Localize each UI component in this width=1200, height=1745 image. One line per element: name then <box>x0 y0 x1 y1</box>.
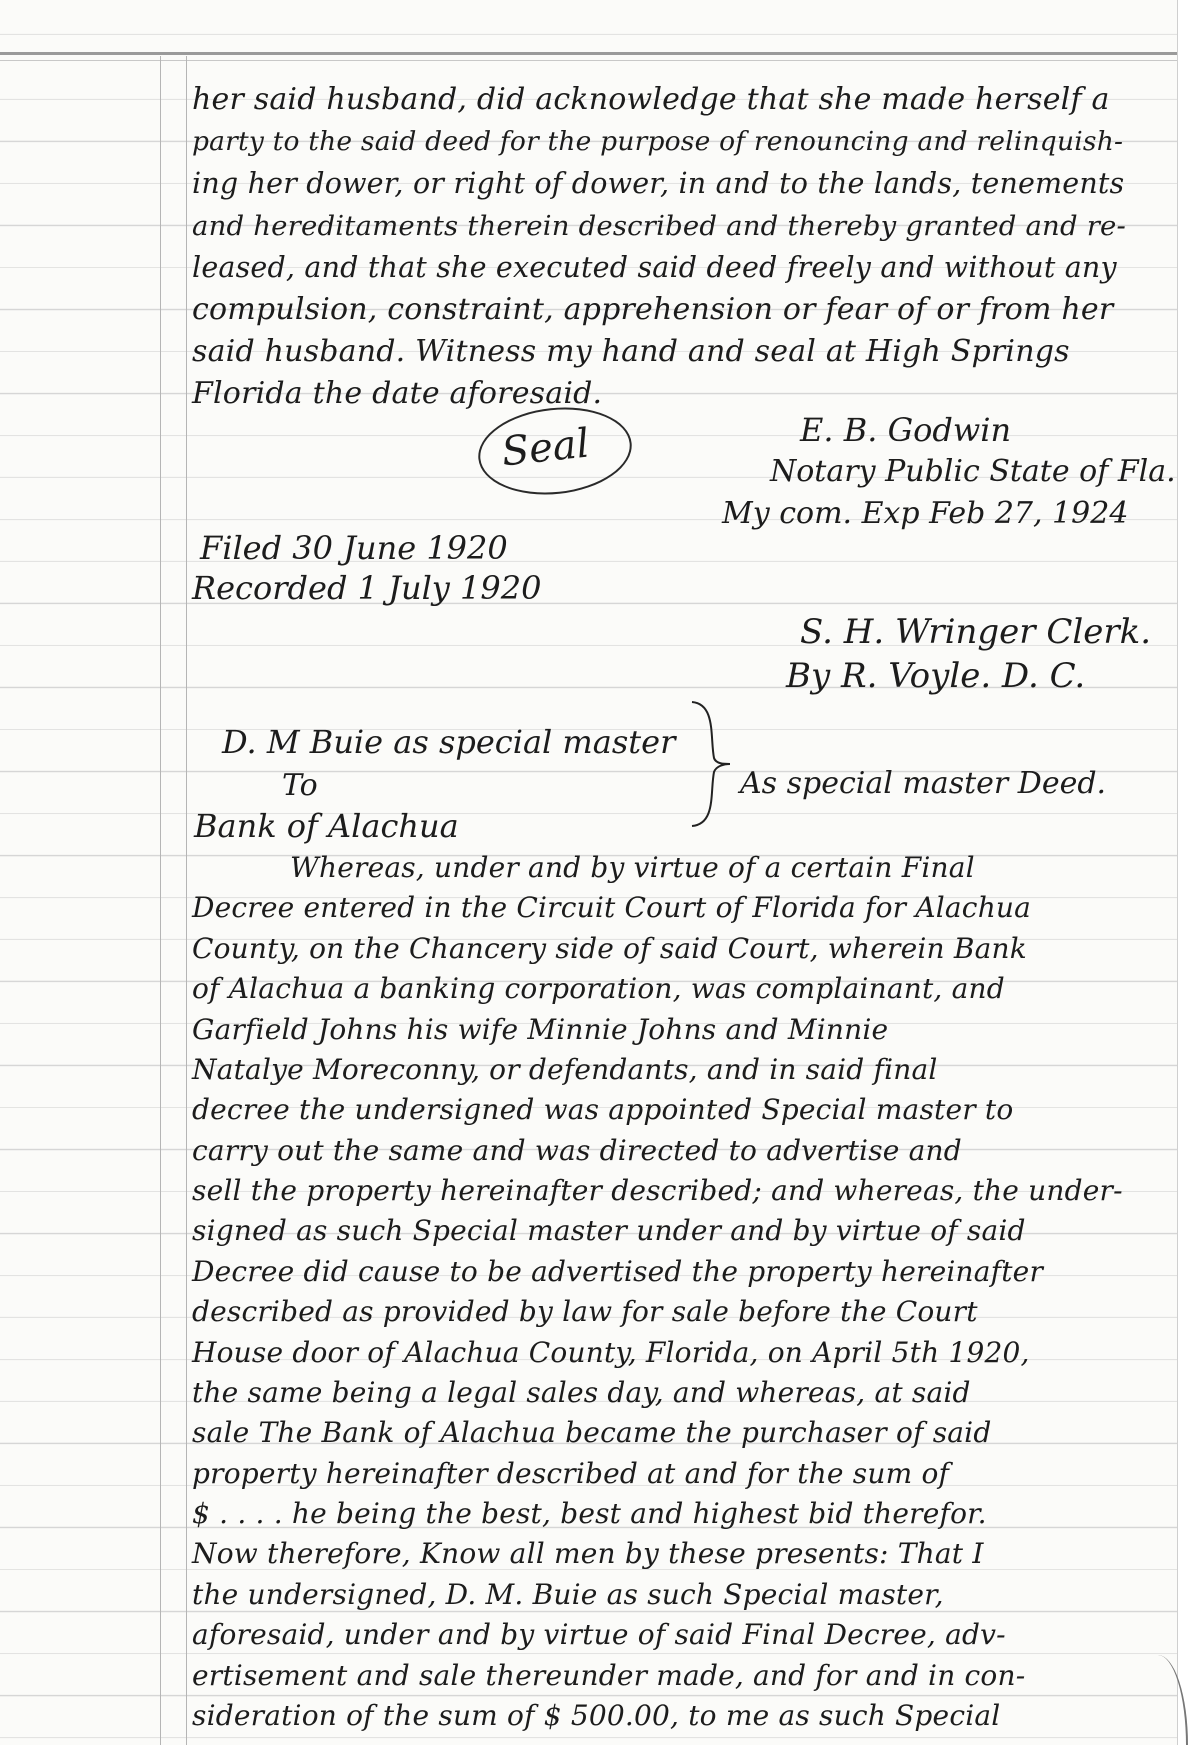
left-margin-line-inner <box>186 56 187 1745</box>
body-line: her said husband, did acknowledge that she made herself a <box>192 82 1110 117</box>
body-line: the undersigned, D. M. Buie as such Special master, <box>192 1578 944 1611</box>
body-line: decree the undersigned was appointed Special master to <box>192 1093 1014 1126</box>
body-line: Florida the date aforesaid. <box>192 376 603 411</box>
seal-text: Seal <box>499 420 592 476</box>
body-line: Garfield Johns his wife Minnie Johns and Minnie <box>192 1013 889 1046</box>
body-line: Natalye Moreconny, or defendants, and in said final <box>192 1053 938 1086</box>
clerk-name: S. H. Wringer Clerk. <box>800 612 1152 652</box>
top-rule <box>0 52 1200 55</box>
top-rule-secondary <box>0 60 1200 61</box>
body-line: $ . . . . he being the best, best and highest bid therefor. <box>192 1497 987 1530</box>
notary-seal <box>474 400 636 502</box>
body-line: Decree entered in the Circuit Court of Florida for Alachua <box>192 891 1032 924</box>
body-line: said husband. Witness my hand and seal at High Springs <box>192 334 1070 369</box>
body-line: the same being a legal sales day, and whereas, at said <box>192 1376 971 1409</box>
body-line: Decree did cause to be advertised the property hereinafter <box>192 1255 1044 1288</box>
deed-type: As special master Deed. <box>740 766 1107 801</box>
body-line-overflow: sideration of the sum of $ 500.00, to me as such Special <box>192 1699 1001 1732</box>
body-line: leased, and that she executed said deed freely and without any <box>192 251 1117 284</box>
body-line: sale The Bank of Alachua became the purchaser of said <box>192 1416 992 1449</box>
curly-brace <box>688 698 734 830</box>
deed-grantor: D. M Buie as special master <box>222 723 676 761</box>
body-line: compulsion, constraint, apprehension or fear of or from her <box>192 292 1114 327</box>
recorded-date: Recorded 1 July 1920 <box>192 569 542 607</box>
notary-commission: My com. Exp Feb 27, 1924 <box>722 496 1129 531</box>
deed-grantee: Bank of Alachua <box>194 807 459 845</box>
body-line: House door of Alachua County, Florida, on April 5th 1920, <box>192 1336 1030 1369</box>
body-line: County, on the Chancery side of said Court, wherein Bank <box>192 932 1027 965</box>
notary-title: Notary Public State of Fla. <box>770 454 1176 489</box>
body-line: signed as such Special master under and by virtue of said <box>192 1214 1026 1247</box>
body-line: Whereas, under and by virtue of a certain Final <box>290 851 975 884</box>
body-line: property hereinafter described at and for the sum of <box>192 1457 950 1490</box>
body-line: described as provided by law for sale before the Court <box>192 1295 978 1328</box>
body-line: party to the said deed for the purpose of renouncing and relinquish- <box>192 126 1124 157</box>
body-line: ing her dower, or right of dower, in and to the lands, tenements <box>192 167 1125 200</box>
body-line: and hereditaments therein described and thereby granted and re- <box>192 210 1127 242</box>
page-right-edge <box>1177 0 1200 1745</box>
filed-date: Filed 30 June 1920 <box>200 529 508 567</box>
body-line: ertisement and sale thereunder made, and for and in con- <box>192 1659 1026 1692</box>
clerk-deputy: By R. Voyle. D. C. <box>786 656 1086 696</box>
notary-name: E. B. Godwin <box>800 411 1012 449</box>
body-line: carry out the same and was directed to advertise and <box>192 1134 962 1167</box>
body-line: aforesaid, under and by virtue of said Final Decree, adv- <box>192 1618 1006 1651</box>
body-line: of Alachua a banking corporation, was complainant, and <box>192 972 1005 1005</box>
body-line: sell the property hereinafter described; and whereas, the under- <box>192 1174 1123 1207</box>
left-margin-line <box>160 56 161 1745</box>
deed-to: To <box>282 768 318 803</box>
body-line: Now therefore, Know all men by these presents: That I <box>192 1537 984 1570</box>
